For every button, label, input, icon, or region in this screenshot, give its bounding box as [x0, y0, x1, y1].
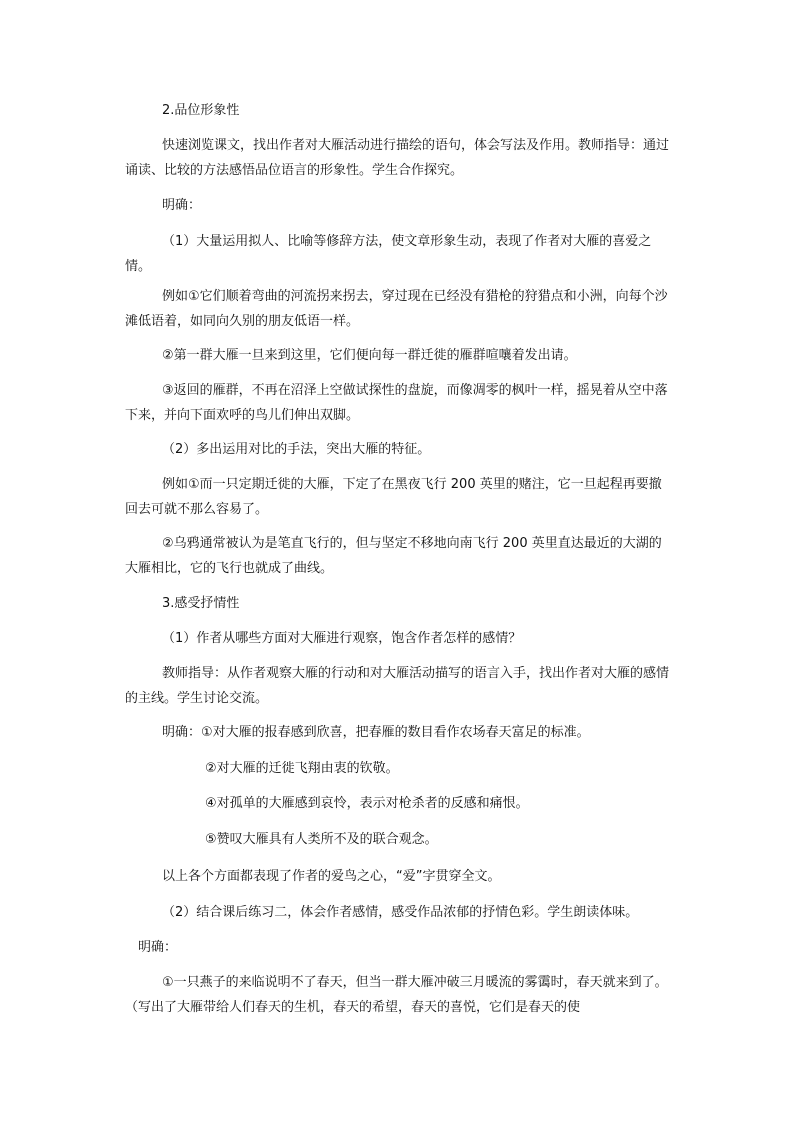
paragraph: 明确： — [162, 198, 202, 213]
paragraph: ①一只燕子的来临说明不了春天，但当一群大雁冲破三月暖流的雾霭时，春天就来到了。（写出了大雁带给人们春天的生机，春天的希望，春天的喜悦，它们是春天的使 — [125, 975, 668, 1015]
heading-3: 3.感受抒情性 — [162, 596, 240, 611]
paragraph: （1）作者从哪些方面对大雁进行观察，饱含作者怎样的感情？ — [162, 631, 522, 646]
paragraph: 例如①而一只定期迁徙的大雁，下定了在黑夜飞行 200 英里的赌注，它一旦起程再要撤回去可就不那么容易了。 — [125, 477, 662, 517]
paragraph: 以上各个方面都表现了作者的爱鸟之心，“爱”字贯穿全文。 — [162, 869, 501, 884]
paragraph: ②第一群大雁一旦来到这里，它们便向每一群迁徙的雁群喧嚷着发出请。 — [162, 348, 577, 363]
paragraph: （1）大量运用拟人、比喻等修辞方法，使文章形象生动，表现了作者对大雁的喜爱之情。 — [125, 234, 652, 274]
paragraph: 快速浏览课文，找出作者对大雁活动进行描绘的语句，体会写法及作用。教师指导：通过诵读、比较的方法感悟品位语言的形象性。学生合作探究。 — [125, 138, 670, 178]
heading-2: 2.品位形象性 — [162, 103, 240, 118]
paragraph: 例如①它们顺着弯曲的河流拐来拐去，穿过现在已经没有猎枪的狩猎点和小洲，向每个沙滩低语着，如同向久别的朋友低语一样。 — [125, 289, 668, 329]
paragraph: ②对大雁的迁徙飞翔由衷的钦敬。 — [205, 761, 399, 776]
paragraph: ②乌鸦通常被认为是笔直飞行的，但与坚定不移地向南飞行 200 英里直达最近的大湖的大雁相比，它的飞行也就成了曲线。 — [125, 536, 662, 576]
paragraph: （2）多出运用对比的手法，突出大雁的特征。 — [162, 442, 431, 457]
paragraph: 明确：①对大雁的报春感到欣喜，把春雁的数目看作农场春天富足的标准。 — [162, 725, 590, 740]
paragraph: ⑤赞叹大雁具有人类所不及的联合观念。 — [205, 832, 438, 847]
paragraph: 明确： — [138, 940, 178, 955]
paragraph: （2）结合课后练习二，体会作者感情，感受作品浓郁的抒情色彩。学生朗读体味。 — [162, 905, 639, 920]
paragraph: ④对孤单的大雁感到哀怜，表示对枪杀者的反感和痛恨。 — [205, 796, 529, 811]
paragraph: 教师指导：从作者观察大雁的行动和对大雁活动描写的语言入手，找出作者对大雁的感情的主线。学生讨论交流。 — [125, 666, 670, 706]
paragraph: ③返回的雁群，不再在沼泽上空做试探性的盘旋，而像凋零的枫叶一样，摇晃着从空中落下来，并向下面欢呼的鸟儿们伸出双脚。 — [125, 383, 668, 423]
